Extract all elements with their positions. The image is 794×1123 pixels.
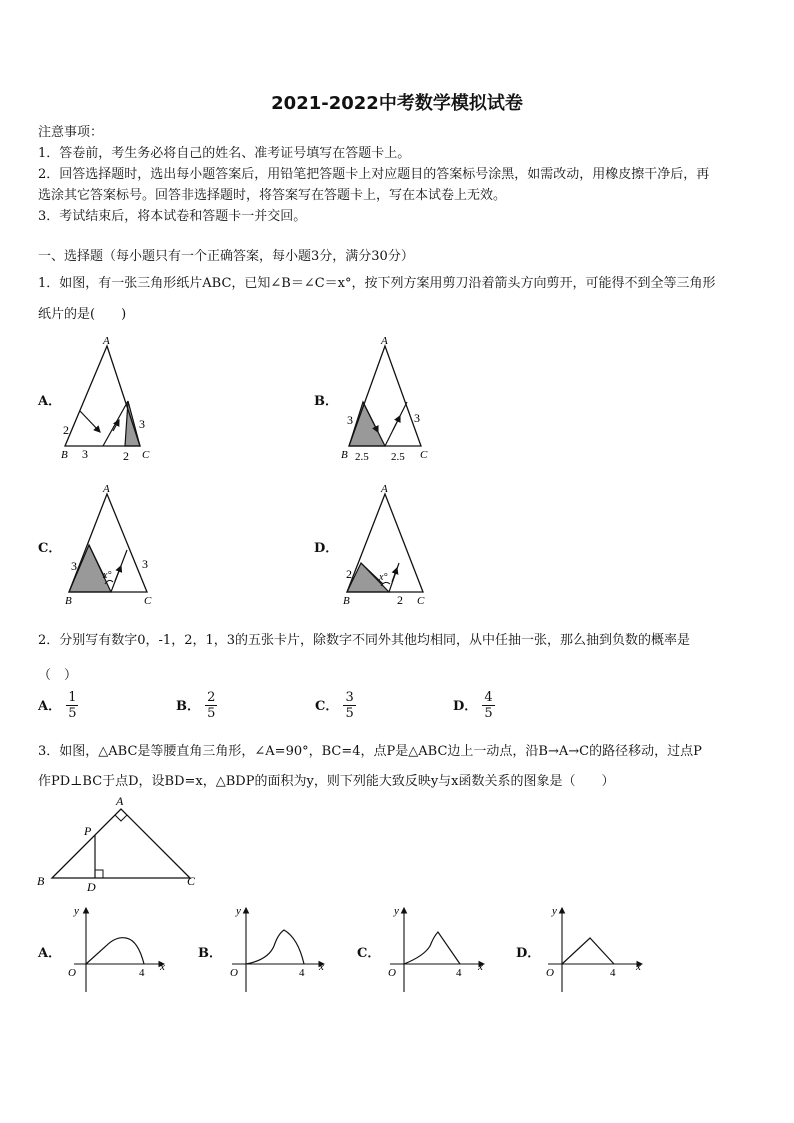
q3-graph-a: [64, 900, 174, 995]
origin-label: O: [230, 967, 238, 979]
tick-4-label: 4: [456, 967, 462, 979]
note-item-3: 3．考试结束后，将本试卷和答题卡一并交回。: [38, 209, 307, 224]
q2-option-d-label: D．: [453, 699, 478, 714]
x-axis-label: x: [319, 961, 324, 973]
x-axis-label: x: [160, 961, 165, 973]
vertex-c-label: C: [144, 595, 152, 607]
q2-option-c: [315, 690, 356, 721]
point-d-label: D: [87, 880, 96, 892]
origin-label: O: [388, 967, 396, 979]
section-heading: 一、选择题（每小题只有一个正确答案，每小题3分，满分30分）: [38, 249, 414, 264]
q1-option-b: B．: [314, 394, 338, 409]
tick-4-label: 4: [610, 967, 616, 979]
vertex-b-label: B: [343, 595, 350, 607]
q3-option-b: B．: [198, 946, 222, 961]
vertex-b-label: B: [65, 595, 72, 607]
q3-option-a: A．: [38, 946, 62, 961]
label-bottom-1: 3: [82, 447, 88, 461]
q1-text: 1．如图，有一张三角形纸片ABC，已知∠B＝∠C＝x°，按下列方案用剪刀沿着箭头方向剪开，可能得不到全等三角形: [38, 276, 716, 291]
q3-graph-d: [540, 900, 650, 995]
q2-option-a-fraction: $\frac{1}{5}$: [68, 690, 77, 721]
q3-option-d: D．: [516, 946, 541, 961]
vertex-a-label: A: [103, 335, 110, 347]
q1-option-a: A．: [38, 394, 62, 409]
x-axis-label: x: [478, 961, 483, 973]
page-title: 2021-2022中考数学模拟试卷: [271, 93, 523, 114]
note-item-2: 2．回答选择题时，选出每小题答案后，用铅笔把答题卡上对应题目的答案标号涂黑，如需改动，用橡皮擦干净后，再: [38, 167, 710, 182]
q2-option-d: [453, 690, 495, 721]
vertex-c-label: C: [142, 449, 150, 461]
q3-graph-b: [222, 900, 332, 995]
q1-figure-b: [333, 330, 443, 465]
q2-option-c-label: C．: [315, 699, 339, 714]
q2-option-b-fraction: $\frac{2}{5}$: [207, 690, 216, 721]
y-axis-label: y: [236, 905, 241, 917]
label-left: 2: [63, 423, 69, 437]
label-left: 3: [71, 559, 77, 573]
angle-x-label: x°: [103, 570, 112, 581]
note-item-1: 1．答卷前，考生务必将自己的姓名、准考证号填写在答题卡上。: [38, 146, 411, 161]
q2-option-a: [38, 690, 78, 721]
q1-option-c: C．: [38, 541, 62, 556]
label-right: 3: [414, 411, 420, 425]
q3-option-c: C．: [357, 946, 381, 961]
y-axis-label: y: [552, 905, 557, 917]
origin-label: O: [546, 967, 554, 979]
q1-figure-a: [55, 330, 165, 465]
vertex-c-label: C: [417, 595, 425, 607]
origin-label: O: [68, 967, 76, 979]
q1-text-cont: 纸片的是( ): [38, 307, 127, 322]
vertex-c-label: C: [420, 449, 428, 461]
q2-option-b: [176, 690, 217, 721]
q2-option-c-fraction: $\frac{3}{5}$: [345, 690, 354, 721]
vertex-b-label: B: [37, 874, 45, 888]
q1-option-d: D．: [314, 541, 339, 556]
label-bottom-2: 2: [123, 449, 129, 463]
x-axis-label: x: [636, 961, 641, 973]
q3-text-cont: 作PD⊥BC于点D，设BD=x，△BDP的面积为y，则下列能大致反映y与x函数关系的图象是（ ）: [38, 774, 615, 789]
label-bottom-2: 2.5: [391, 451, 405, 463]
q3-text: 3．如图，△ABC是等腰直角三角形，∠A=90°，BC=4，点P是△ABC边上一动点，沿B→A→C的路径移动，过点P: [38, 744, 702, 759]
point-p-label: P: [84, 824, 92, 838]
vertex-a-label: A: [381, 483, 388, 495]
label-right: 3: [142, 557, 148, 571]
angle-x-label: x°: [379, 572, 388, 583]
q3-triangle-figure: [34, 792, 204, 892]
vertex-a-label: A: [103, 483, 110, 495]
y-axis-label: y: [394, 905, 399, 917]
vertex-b-label: B: [341, 449, 348, 461]
label-bottom-1: 2.5: [355, 451, 369, 463]
tick-4-label: 4: [139, 967, 145, 979]
q2-option-b-label: B．: [176, 699, 200, 714]
vertex-a-label: A: [381, 335, 388, 347]
tick-4-label: 4: [299, 967, 305, 979]
q1-figure-c: [55, 478, 165, 613]
label-left: 2: [346, 567, 352, 581]
vertex-c-label: C: [187, 874, 196, 888]
label-bottom: 2: [397, 593, 403, 607]
vertex-b-label: B: [61, 449, 68, 461]
note-item-2-cont: 选涂其它答案标号。回答非选择题时，将答案写在答题卡上，写在本试卷上无效。: [38, 188, 507, 203]
vertex-a-label: A: [116, 794, 124, 808]
label-left: 3: [347, 413, 353, 427]
label-right: 3: [139, 417, 145, 431]
q3-graph-c: [382, 900, 492, 995]
q2-option-a-label: A．: [38, 699, 62, 714]
notes-heading: 注意事项：: [38, 125, 104, 140]
y-axis-label: y: [74, 905, 79, 917]
q2-text-cont: （ ）: [38, 668, 78, 683]
q2-option-d-fraction: $\frac{4}{5}$: [484, 690, 493, 721]
q1-figure-d: [333, 478, 443, 613]
q2-text: 2．分别写有数字0，-1，2，1，3的五张卡片，除数字不同外其他均相同，从中任抽一张，那么抽到负数的概率是: [38, 633, 691, 648]
